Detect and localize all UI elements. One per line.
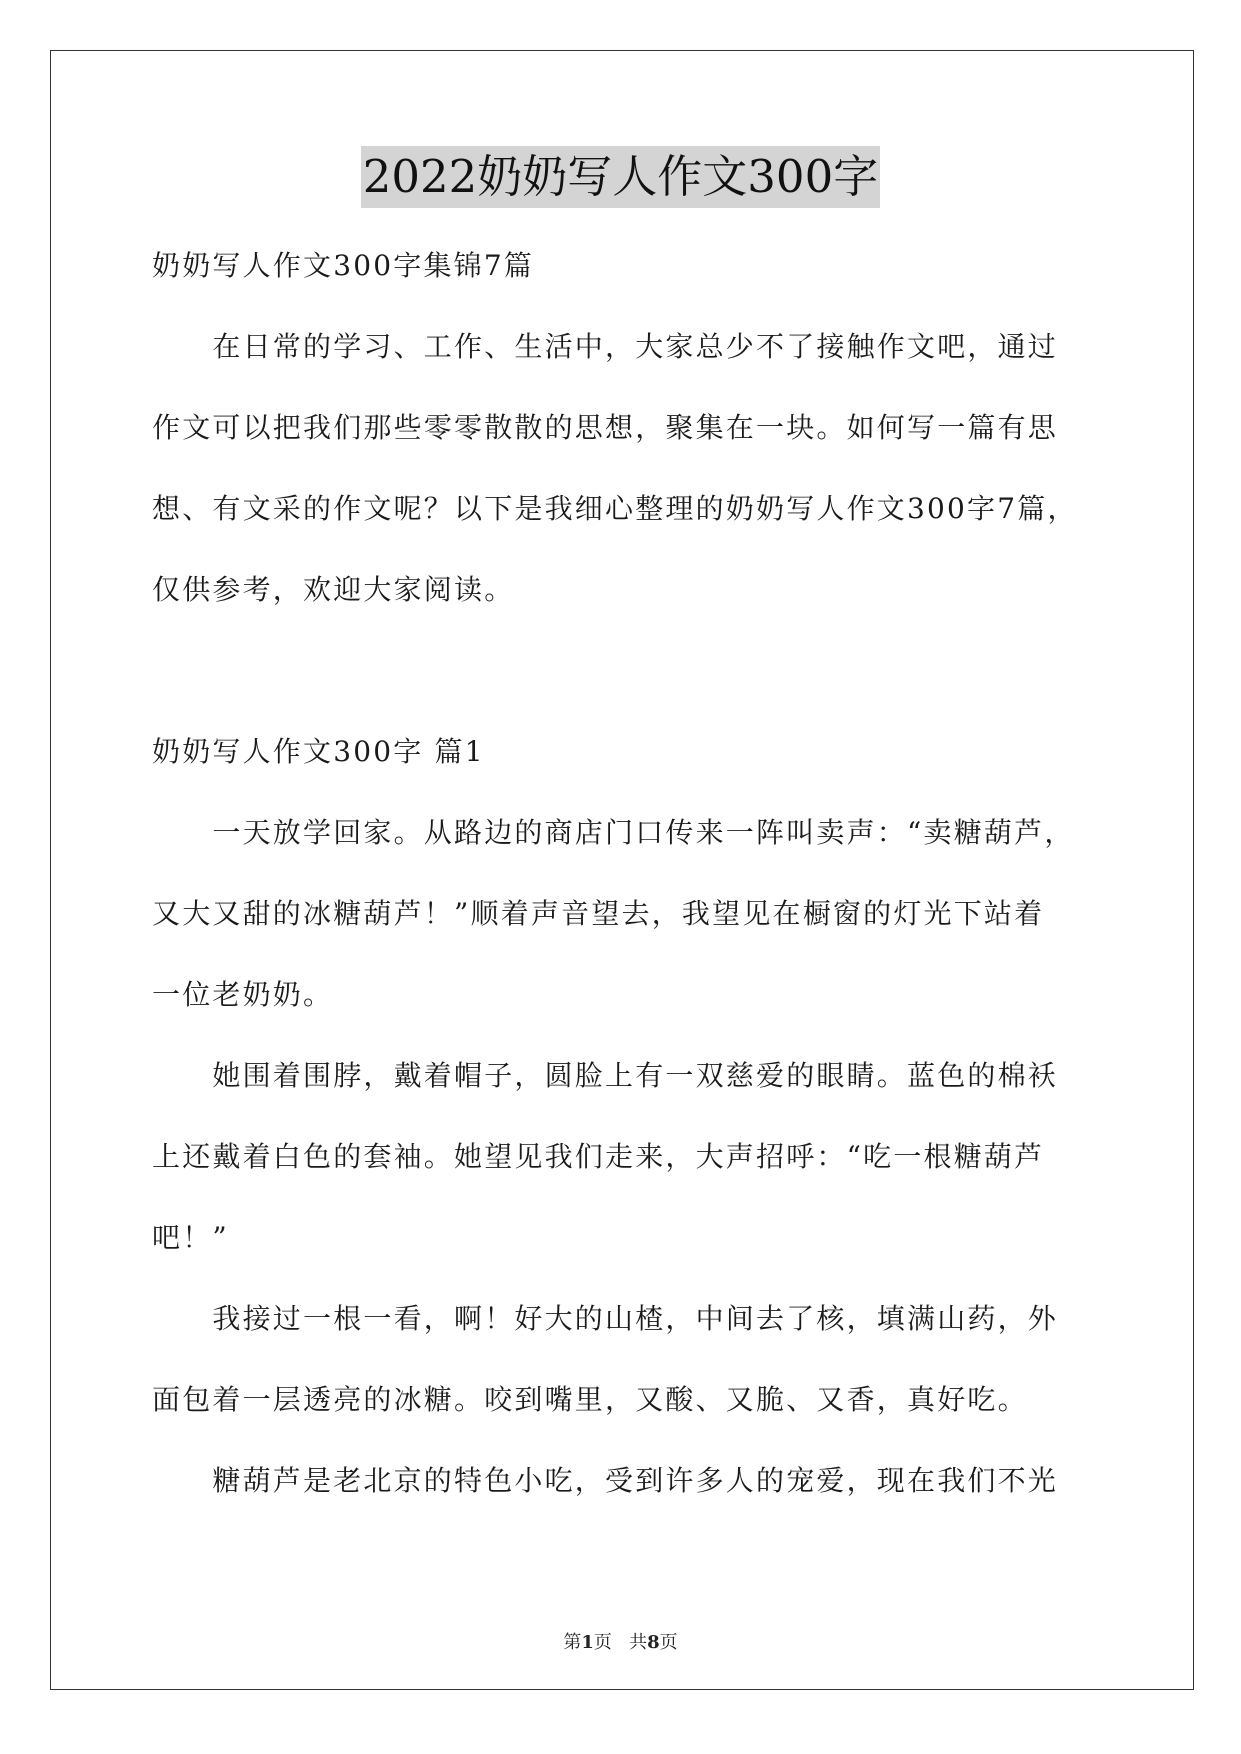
paragraph-line: 在日常的学习、工作、生活中，大家总少不了接触作文吧，通过 xyxy=(152,330,1059,363)
paragraph-line: 想、有文采的作文呢？以下是我细心整理的奶奶写人作文300字7篇， xyxy=(152,492,1078,525)
paragraph-line: 一位老奶奶。 xyxy=(152,978,334,1011)
footer-total-suffix: 页 xyxy=(659,1632,678,1653)
document-title: 2022奶奶写人作文300字 xyxy=(361,146,880,208)
paragraph-line: 仅供参考，欢迎大家阅读。 xyxy=(152,573,515,606)
paragraph-line: 又大又甜的冰糖葫芦！”顺着声音望去，我望见在橱窗的灯光下站着 xyxy=(152,897,1045,930)
paragraph-line: 一天放学回家。从路边的商店门口传来一阵叫卖声：“卖糖葫芦， xyxy=(152,816,1075,849)
paragraph-line: 吧！” xyxy=(152,1221,229,1254)
section-heading: 奶奶写人作文300字 篇1 xyxy=(152,735,485,768)
paragraph-line: 我接过一根一看，啊！好大的山楂，中间去了核，填满山药，外 xyxy=(152,1302,1059,1335)
paragraph-line: 面包着一层透亮的冰糖。咬到嘴里，又酸、又脆、又香，真好吃。 xyxy=(152,1383,1028,1416)
subtitle-line: 奶奶写人作文300字集锦7篇 xyxy=(152,249,535,282)
footer-prefix: 第 xyxy=(563,1632,582,1653)
page-footer xyxy=(0,1628,1241,1654)
paragraph-line: 糖葫芦是老北京的特色小吃，受到许多人的宠爱，现在我们不光 xyxy=(152,1464,1059,1497)
current-page-number: 1 xyxy=(581,1632,594,1653)
footer-page-word: 页 xyxy=(593,1632,612,1653)
paragraph-line: 作文可以把我们那些零零散散的思想，聚集在一块。如何写一篇有思 xyxy=(152,411,1059,444)
total-page-count: 8 xyxy=(647,1632,660,1653)
paragraph-line: 上还戴着白色的套袖。她望见我们走来，大声招呼：“吃一根糖葫芦 xyxy=(152,1140,1045,1173)
paragraph-line: 她围着围脖，戴着帽子，圆脸上有一双慈爱的眼睛。蓝色的棉袄 xyxy=(152,1059,1059,1092)
footer-total-prefix: 共 xyxy=(629,1632,648,1653)
title-container xyxy=(0,146,1241,208)
document-body xyxy=(152,225,1112,1521)
